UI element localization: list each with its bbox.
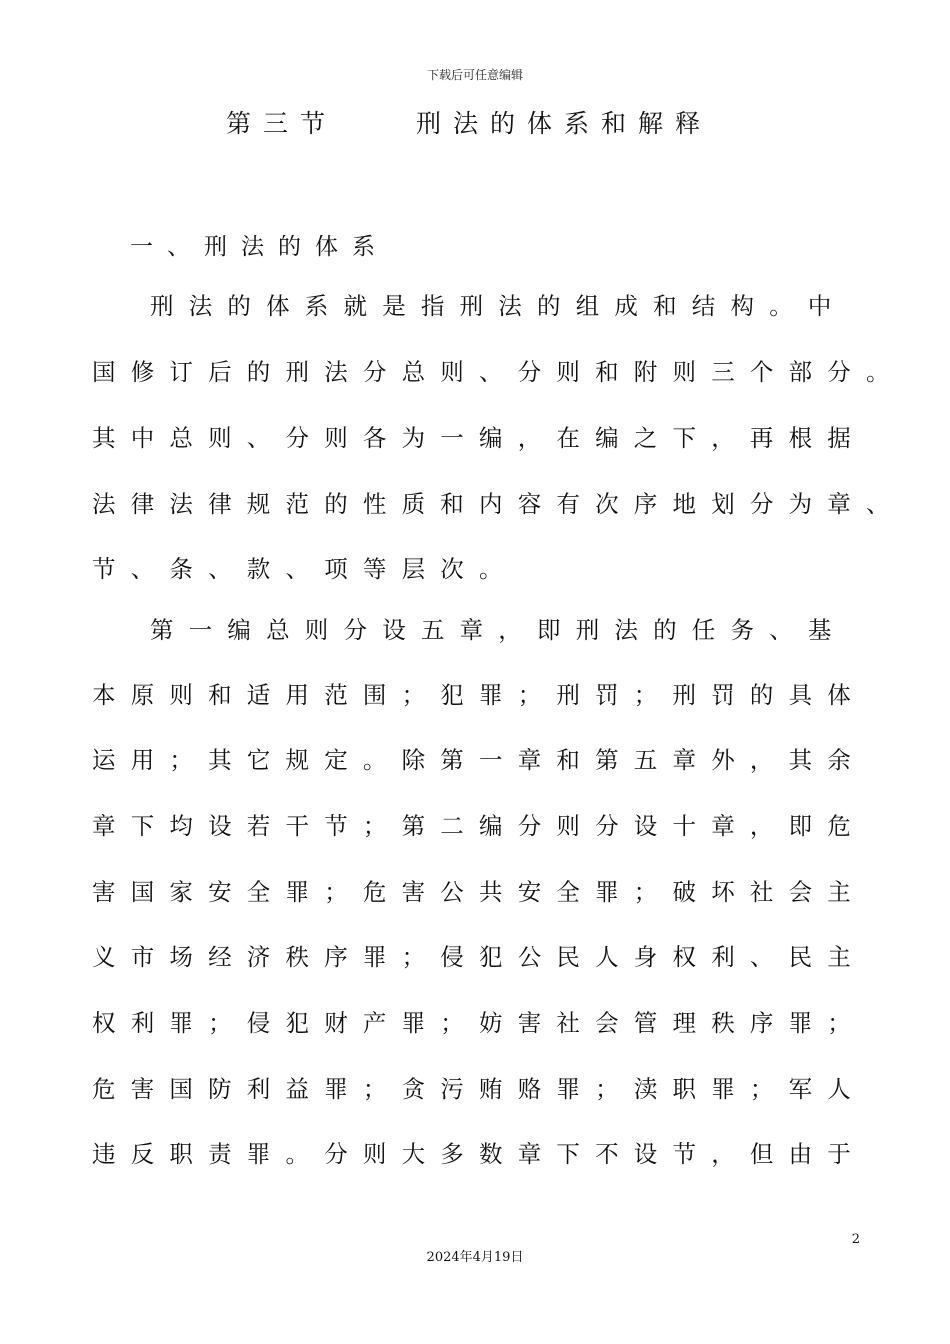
body-line: 义市场经济秩序罪；侵犯公民人身权利、民主 — [92, 943, 866, 971]
section-number: 第三节 — [226, 109, 338, 138]
section-heading: 一、刑法的体系 — [130, 234, 389, 260]
body-line: 权利罪；侵犯财产罪；妨害社会管理秩序罪； — [92, 1009, 866, 1037]
page-number: 2 — [851, 1232, 860, 1247]
footer-date: 2024年4月19日 — [426, 1250, 524, 1265]
body-line: 国修订后的刑法分总则、分则和附则三个部分。 — [92, 358, 905, 386]
body-line: 刑法的体系就是指刑法的组成和结构。中 — [150, 292, 847, 320]
body-line: 第一编总则分设五章，即刑法的任务、基 — [150, 616, 847, 644]
header-note: 下载后可任意编辑 — [426, 68, 523, 82]
body-line: 运用；其它规定。除第一章和第五章外，其余 — [92, 746, 866, 774]
page-title: 刑法的体系和解释 — [416, 109, 713, 138]
body-line: 法律法律规范的性质和内容有次序地划分为章、 — [92, 490, 905, 518]
body-line: 害国家安全罪；危害公共安全罪；破坏社会主 — [92, 878, 866, 906]
body-line: 节、条、款、项等层次。 — [92, 555, 518, 583]
body-line: 其中总则、分则各为一编，在编之下，再根据 — [92, 424, 866, 452]
body-line: 章下均设若干节；第二编分则分设十章，即危 — [92, 812, 866, 840]
body-line: 违反职责罪。分则大多数章下不设节，但由于 — [92, 1140, 866, 1168]
body-line: 本原则和适用范围；犯罪；刑罚；刑罚的具体 — [92, 681, 866, 709]
body-line: 危害国防利益罪；贪污贿赂罪；渎职罪；军人 — [92, 1075, 866, 1103]
